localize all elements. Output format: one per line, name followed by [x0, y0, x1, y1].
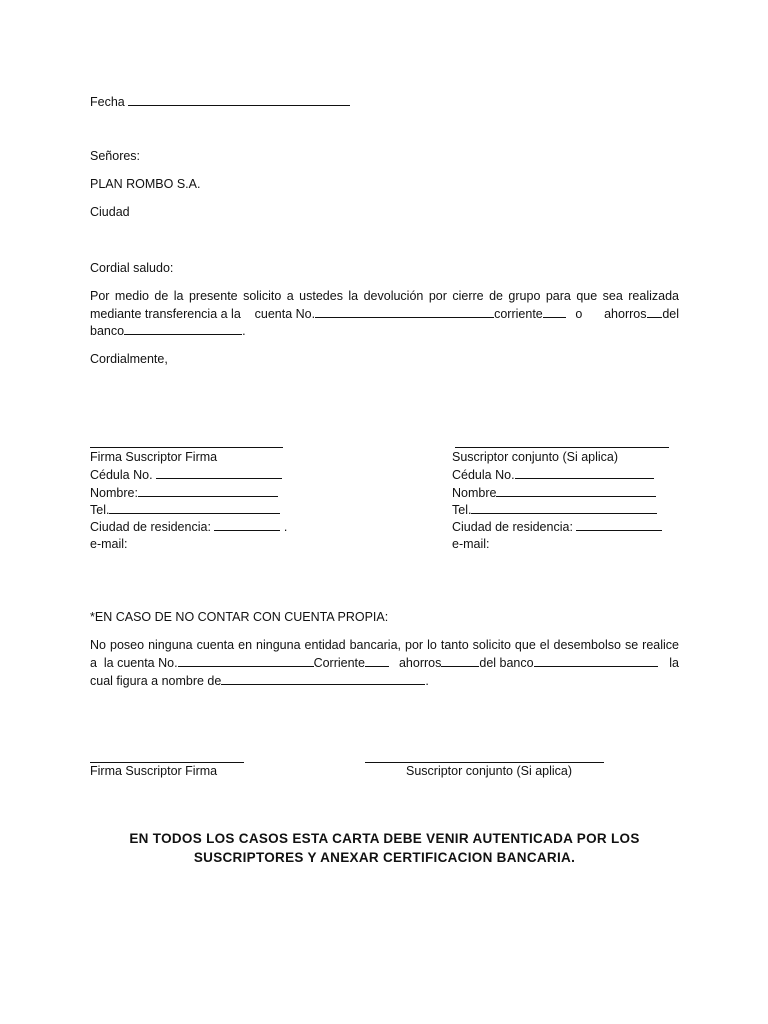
- tel-field-left[interactable]: [109, 502, 280, 514]
- paragraph-line-2: [90, 306, 679, 322]
- text-del: del: [662, 307, 680, 321]
- cedula-row-right: [452, 467, 654, 483]
- period: .: [425, 674, 429, 688]
- cedula-label: Cédula No.: [452, 468, 515, 482]
- greeting: Señores:: [90, 149, 141, 163]
- text-ahorros: ahorros: [604, 307, 647, 321]
- ciudad-field-left[interactable]: [214, 519, 280, 531]
- corriente-field[interactable]: [543, 306, 567, 318]
- text-cuenta-no: a la cuenta No.: [90, 656, 178, 670]
- nombre-label: Nombre: [452, 486, 497, 500]
- nombre-row-right: [452, 485, 656, 501]
- nombre-field-left[interactable]: [138, 485, 278, 497]
- email-label-right: e-mail:: [452, 537, 490, 551]
- firma-suscriptor-label: Firma Suscriptor Firma: [90, 450, 218, 464]
- ahorros-field-2[interactable]: [441, 655, 479, 667]
- paragraph-line-1: Por medio de la presente solicito a ustedes la devolución por cierre de grupo para que sea realizada: [90, 289, 679, 303]
- fecha-label: Fecha: [90, 95, 125, 109]
- text-corriente: corriente: [494, 307, 543, 321]
- signature-line-left[interactable]: [90, 447, 283, 448]
- notice-line-2: SUSCRIPTORES Y ANEXAR CERTIFICACION BANCARIA.: [193, 850, 576, 865]
- text-banco: banco: [90, 324, 125, 338]
- fecha-row: [90, 94, 350, 110]
- no-account-line-3: [90, 673, 429, 689]
- authentication-notice: [90, 829, 679, 867]
- cedula-field-right[interactable]: [515, 467, 654, 479]
- signature-line-right-2[interactable]: [365, 762, 604, 763]
- salutation: Cordial saludo:: [90, 261, 174, 275]
- no-account-heading: *EN CASO DE NO CONTAR CON CUENTA PROPIA:: [90, 610, 389, 624]
- cuenta-number-field[interactable]: [315, 306, 494, 318]
- nombre-titular-field[interactable]: [221, 673, 425, 685]
- ciudad-field-right[interactable]: [576, 519, 662, 531]
- cedula-field-left[interactable]: [156, 467, 282, 479]
- no-account-line-1: No poseo ninguna cuenta en ninguna entidad bancaria, por lo tanto solicito que el desembolso se realice: [90, 638, 679, 652]
- text-o: o: [575, 307, 583, 321]
- suscriptor-conjunto-label-2: Suscriptor conjunto (Si aplica): [406, 764, 573, 778]
- text-la: la: [669, 656, 679, 670]
- nombre-row-left: [90, 485, 278, 501]
- text-ahorros: ahorros: [398, 656, 442, 670]
- text-cuenta-no: cuenta No.: [254, 307, 316, 321]
- city-label: Ciudad: [90, 205, 130, 219]
- paragraph-line-3: [90, 323, 246, 339]
- email-label-left: e-mail:: [90, 537, 128, 551]
- cedula-row-left: [90, 467, 282, 483]
- text-cual-figura: cual figura a nombre de: [90, 674, 222, 688]
- nombre-label: Nombre:: [90, 486, 138, 500]
- text-mediante: mediante transferencia a la: [90, 307, 241, 321]
- notice-line-1: EN TODOS LOS CASOS ESTA CARTA DEBE VENIR AUTENTICADA POR LOS: [129, 831, 640, 846]
- cuenta-number-field-2[interactable]: [178, 655, 314, 667]
- tel-label: Tel.: [452, 503, 472, 517]
- signature-line-left-2[interactable]: [90, 762, 244, 763]
- banco-field-2[interactable]: [534, 655, 658, 667]
- tel-row-right: [452, 502, 657, 518]
- tel-field-right[interactable]: [471, 502, 657, 514]
- ciudad-row-left: [90, 519, 287, 535]
- ciudad-label: Ciudad de residencia:: [90, 520, 211, 534]
- tel-row-left: [90, 502, 280, 518]
- ahorros-field[interactable]: [647, 306, 663, 318]
- signature-line-right[interactable]: [455, 447, 669, 448]
- text-del-banco: del banco: [479, 656, 534, 670]
- closing: Cordialmente,: [90, 352, 168, 366]
- period: .: [283, 520, 288, 534]
- text-corriente: Corriente: [313, 656, 365, 670]
- firma-suscriptor-label-2: Firma Suscriptor Firma: [90, 764, 218, 778]
- banco-field[interactable]: [124, 323, 242, 335]
- no-account-line-2: [90, 655, 679, 671]
- corriente-field-2[interactable]: [365, 655, 389, 667]
- fecha-field[interactable]: [128, 94, 350, 106]
- period: .: [242, 324, 246, 338]
- cedula-label: Cédula No.: [90, 468, 153, 482]
- suscriptor-conjunto-label: Suscriptor conjunto (Si aplica): [452, 450, 619, 464]
- company-name: PLAN ROMBO S.A.: [90, 177, 201, 191]
- ciudad-label: Ciudad de residencia:: [452, 520, 573, 534]
- ciudad-row-right: [452, 519, 662, 535]
- tel-label: Tel.: [90, 503, 110, 517]
- nombre-field-right[interactable]: [496, 485, 656, 497]
